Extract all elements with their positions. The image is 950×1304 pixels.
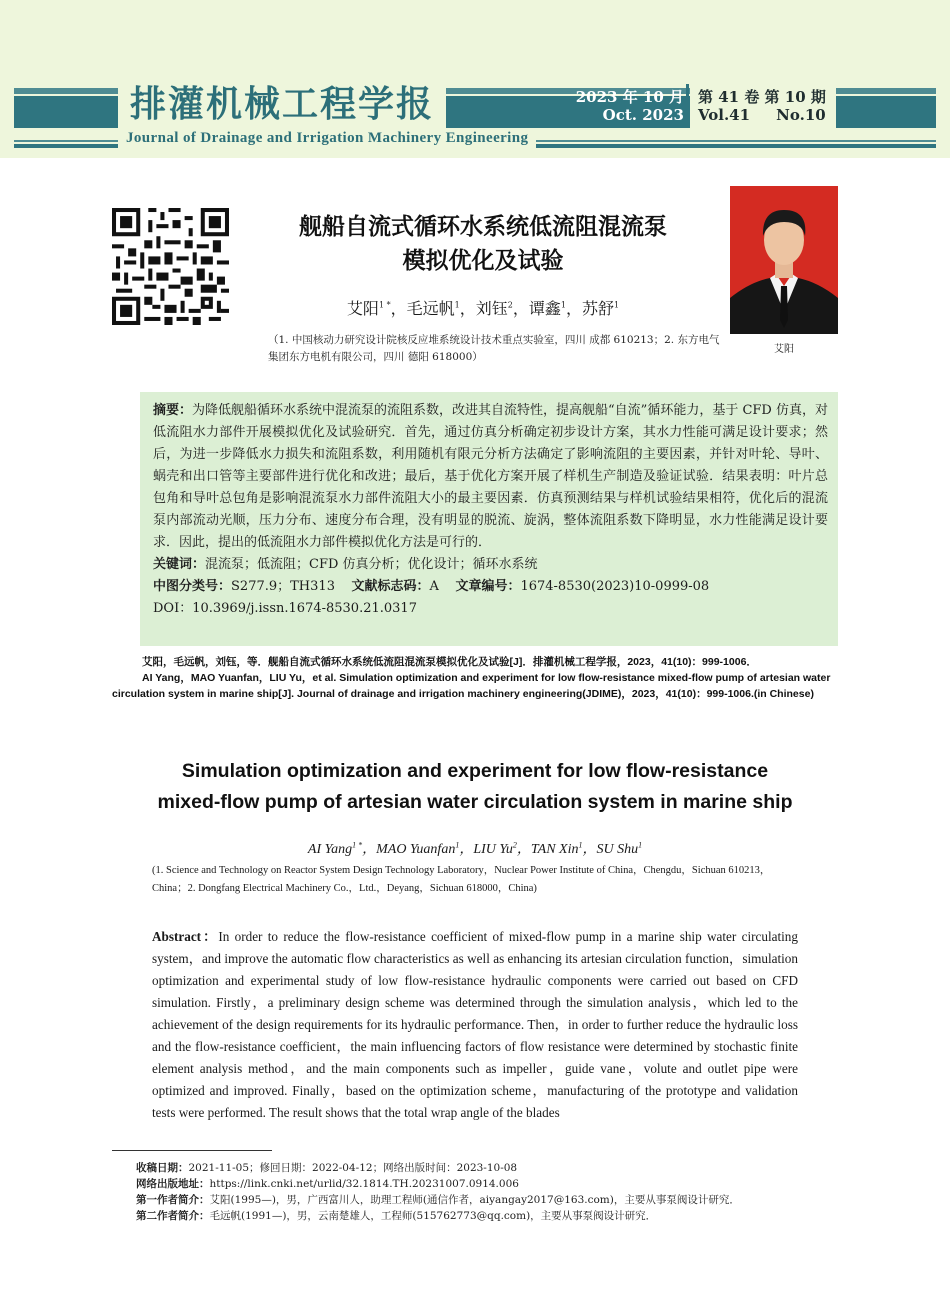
- footnote-online-url: [136, 1176, 836, 1192]
- abstract-cn-text: 为降低舰船循环水系统中混流泵的流阻系数，改进其自流特性，提高舰船“自流”循环能力，基于 CFD 仿真，对低流阻水力部件开展模拟优化及试验研究．首先，通过仿真分析确定初步设计方案，其水力性能可满足设计要求；然后，为进一步降低水力损失和流阻系数，利用随机有限元分析方法确定了影响流阻的主要因素，并针对叶轮、导叶、蜗壳和出口管等主要部件进行优化和改进；最后，基于优化方案开展了样机生产制造及验证试验．结果表明：叶片总包角和导叶总包角是影响混流泵水力部件流阻大小的最主要因素．仿真预测结果与样机试验结果相符，优化后的混流泵内部流动光顺，压力分布、速度分布合理，没有明显的脱流、旋涡，整体流阻系数下降明显，水力性能满足设计要求．因此，提出的低流阻水力部件模拟优化方法是可行的．: [153, 403, 828, 550]
- abstract-en-label: Abstract：: [152, 929, 219, 944]
- photo-caption: 艾阳: [774, 344, 794, 355]
- authors-en: AI Yang$^{1 *}$，MAO Yuanfan$^1$，LIU Yu$^2$，TAN Xin$^1$，SU Shu$^1$: [307, 840, 643, 857]
- abstract-en-text: In order to reduce the flow-resistance coefficient of mixed-flow pump in a marine ship water circulating system，and improve the automatic flow characteristics as well as enhancing its artesian circulation function，simulation optimization and experimental study of low flow-resistance hydraulic components were carried out based on CFD simulation. Firstly，a preliminary design scheme was determined through the simulation analysis，which led to the achievement of the design requirements for its hydraulic performance. Then，in order to further reduce the hydraulic loss and the flow-resistance coefficient，the main influencing factors of flow resistance were determined by stochastic finite element analysis method，and the main components such as impeller，guide vane，volute and outlet pipe were optimized and improved. Finally，based on the optimization scheme，manufacturing of the prototype and validation tests were performed. The result shows that the total wrap angle of the blades: [152, 929, 798, 1120]
- qr-code-icon[interactable]: [112, 208, 229, 325]
- footnote-label: 第一作者简介：: [136, 1194, 210, 1206]
- author-sup-en: 1: [638, 840, 643, 850]
- volume-en: Vol.41 No.10: [698, 106, 826, 124]
- abstract-cn-label: 摘要：: [153, 403, 193, 418]
- author-name: 毛远帆: [406, 299, 455, 318]
- author-name: 谭鑫: [528, 299, 561, 318]
- footnote-link[interactable]: https://link.cnki.net/urlid/32.1814.TH.20231007.0914.006: [209, 1178, 519, 1190]
- footnote-label: 收稿日期：: [136, 1162, 189, 1174]
- paper-title-cn-line2: 模拟优化及试验: [402, 248, 564, 274]
- clc-label: 中图分类号：: [153, 579, 232, 594]
- author-name-en: LIU Yu: [473, 842, 513, 857]
- keywords-line: [153, 554, 828, 576]
- footnote-label: 第二作者简介：: [136, 1210, 210, 1222]
- issue-date: [574, 88, 684, 124]
- paper-title-en: [100, 756, 850, 818]
- author-sup-en: 2: [512, 840, 517, 850]
- footnote-label: 网络出版地址：: [136, 1178, 210, 1190]
- author-name-en: TAN Xin: [530, 842, 579, 857]
- authors-cn: 艾阳$^{1 *}$，毛远帆$^1$，刘钰$^2$，谭鑫$^1$，苏舒$^1$: [346, 299, 620, 318]
- clc-value: S277.9；TH313: [231, 579, 335, 594]
- author-name: 刘钰: [475, 299, 508, 318]
- abstract-cn: [153, 400, 828, 620]
- author-name-en: MAO Yuanfan: [376, 842, 456, 857]
- author-sup-en: 1: [578, 840, 583, 850]
- footnote-text: 毛远帆(1991—)，男，云南楚雄人，工程师(515762773@qq.com)，主要从事泵阀设计研究．: [209, 1210, 657, 1222]
- author-name-en: SU Shu: [596, 842, 639, 857]
- footnote-second-author: [136, 1208, 836, 1224]
- doc-code-value: A: [429, 579, 439, 594]
- author-sup: 1: [613, 300, 620, 310]
- issue-date-en: Oct. 2023: [602, 106, 684, 124]
- author-name-en: AI Yang: [307, 842, 353, 857]
- abstract-cn-body: [153, 400, 828, 554]
- footnotes: [136, 1160, 836, 1224]
- article-number-value: 1674-8530(2023)10-0999-08: [520, 579, 710, 594]
- journal-title-cn: 排灌机械工程学报: [118, 80, 446, 130]
- author-photo: [730, 186, 838, 334]
- author-name: 苏舒: [581, 299, 614, 318]
- citation-en: AI Yang，MAO Yuanfan，LIU Yu，et al. Simulation optimization and experiment for low flow-resistance mixed-flow pump of artesian water circulation system in marine ship[J]. Journal of drainage and irrigation machinery engineering(JDIME)，2023，41(10)：999-1006.(in Chinese): [112, 672, 831, 700]
- doc-code-label: 文献标志码：: [351, 579, 430, 594]
- author-name: 艾阳: [346, 299, 379, 318]
- citation: [112, 654, 838, 702]
- paper-title-cn-line1: 舰船自流式循环水系统低流阻混流泵: [299, 214, 667, 240]
- article-number-label: 文章编号：: [455, 579, 521, 594]
- footnote-text: 2021-11-05；修回日期：2022-04-12；网络出版时间：2023-10-08: [188, 1162, 518, 1174]
- author-sup-en: 1: [455, 840, 460, 850]
- keywords-label: 关键词：: [153, 557, 206, 572]
- footnote-received: [136, 1160, 836, 1176]
- volume-info: [698, 88, 836, 124]
- issue-date-cn: 2023 年 10 月: [575, 88, 684, 106]
- paper-title-en-line2: mixed-flow pump of artesian water circulation system in marine ship: [157, 791, 793, 813]
- classification-line: [153, 576, 828, 598]
- doi-line[interactable]: DOI：10.3969/j.issn.1674-8530.21.0317: [153, 601, 417, 616]
- footnote-text: 艾阳(1995—)，男，广西富川人，助理工程师(通信作者，aiyangay2017@163.com)，主要从事泵阀设计研究．: [209, 1194, 740, 1206]
- author-sup: 1 *: [378, 300, 391, 310]
- paper-title-cn: [248, 210, 718, 278]
- affiliation-cn: （1. 中国核动力研究设计院核反应堆系统设计技术重点实验室，四川 成都 610213；2. 东方电气集团东方电机有限公司，四川 德阳 618000）: [268, 334, 720, 363]
- author-sup-en: 1 *: [352, 840, 363, 850]
- journal-title-en: Journal of Drainage and Irrigation Machinery Engineering: [118, 128, 536, 148]
- affiliation-en: (1. Science and Technology on Reactor System Design Technology Laboratory，Nuclear Power Institute of China，Chengdu，Sichuan 610213，China；2. Dongfang Electrical Machinery Co.，Ltd.，Deyang，Sichuan 618000，China): [152, 865, 771, 894]
- author-sup: 1: [560, 300, 566, 310]
- footnote-first-author: [136, 1192, 836, 1208]
- volume-divider: [686, 84, 689, 128]
- footnote-rule: [112, 1150, 272, 1151]
- abstract-en: [152, 926, 798, 1124]
- author-sup: 2: [507, 300, 513, 310]
- keywords-value: 混流泵；低流阻；CFD 仿真分析；优化设计；循环水系统: [205, 557, 538, 572]
- author-sup: 1: [454, 300, 460, 310]
- volume-cn: 第 41 卷 第 10 期: [698, 88, 826, 106]
- paper-title-en-line1: Simulation optimization and experiment for low flow-resistance: [181, 760, 769, 782]
- citation-cn: 艾阳，毛远帆，刘钰，等．舰船自流式循环水系统低流阻混流泵模拟优化及试验[J]．排灌机械工程学报，2023，41(10)：999-1006．: [142, 656, 757, 668]
